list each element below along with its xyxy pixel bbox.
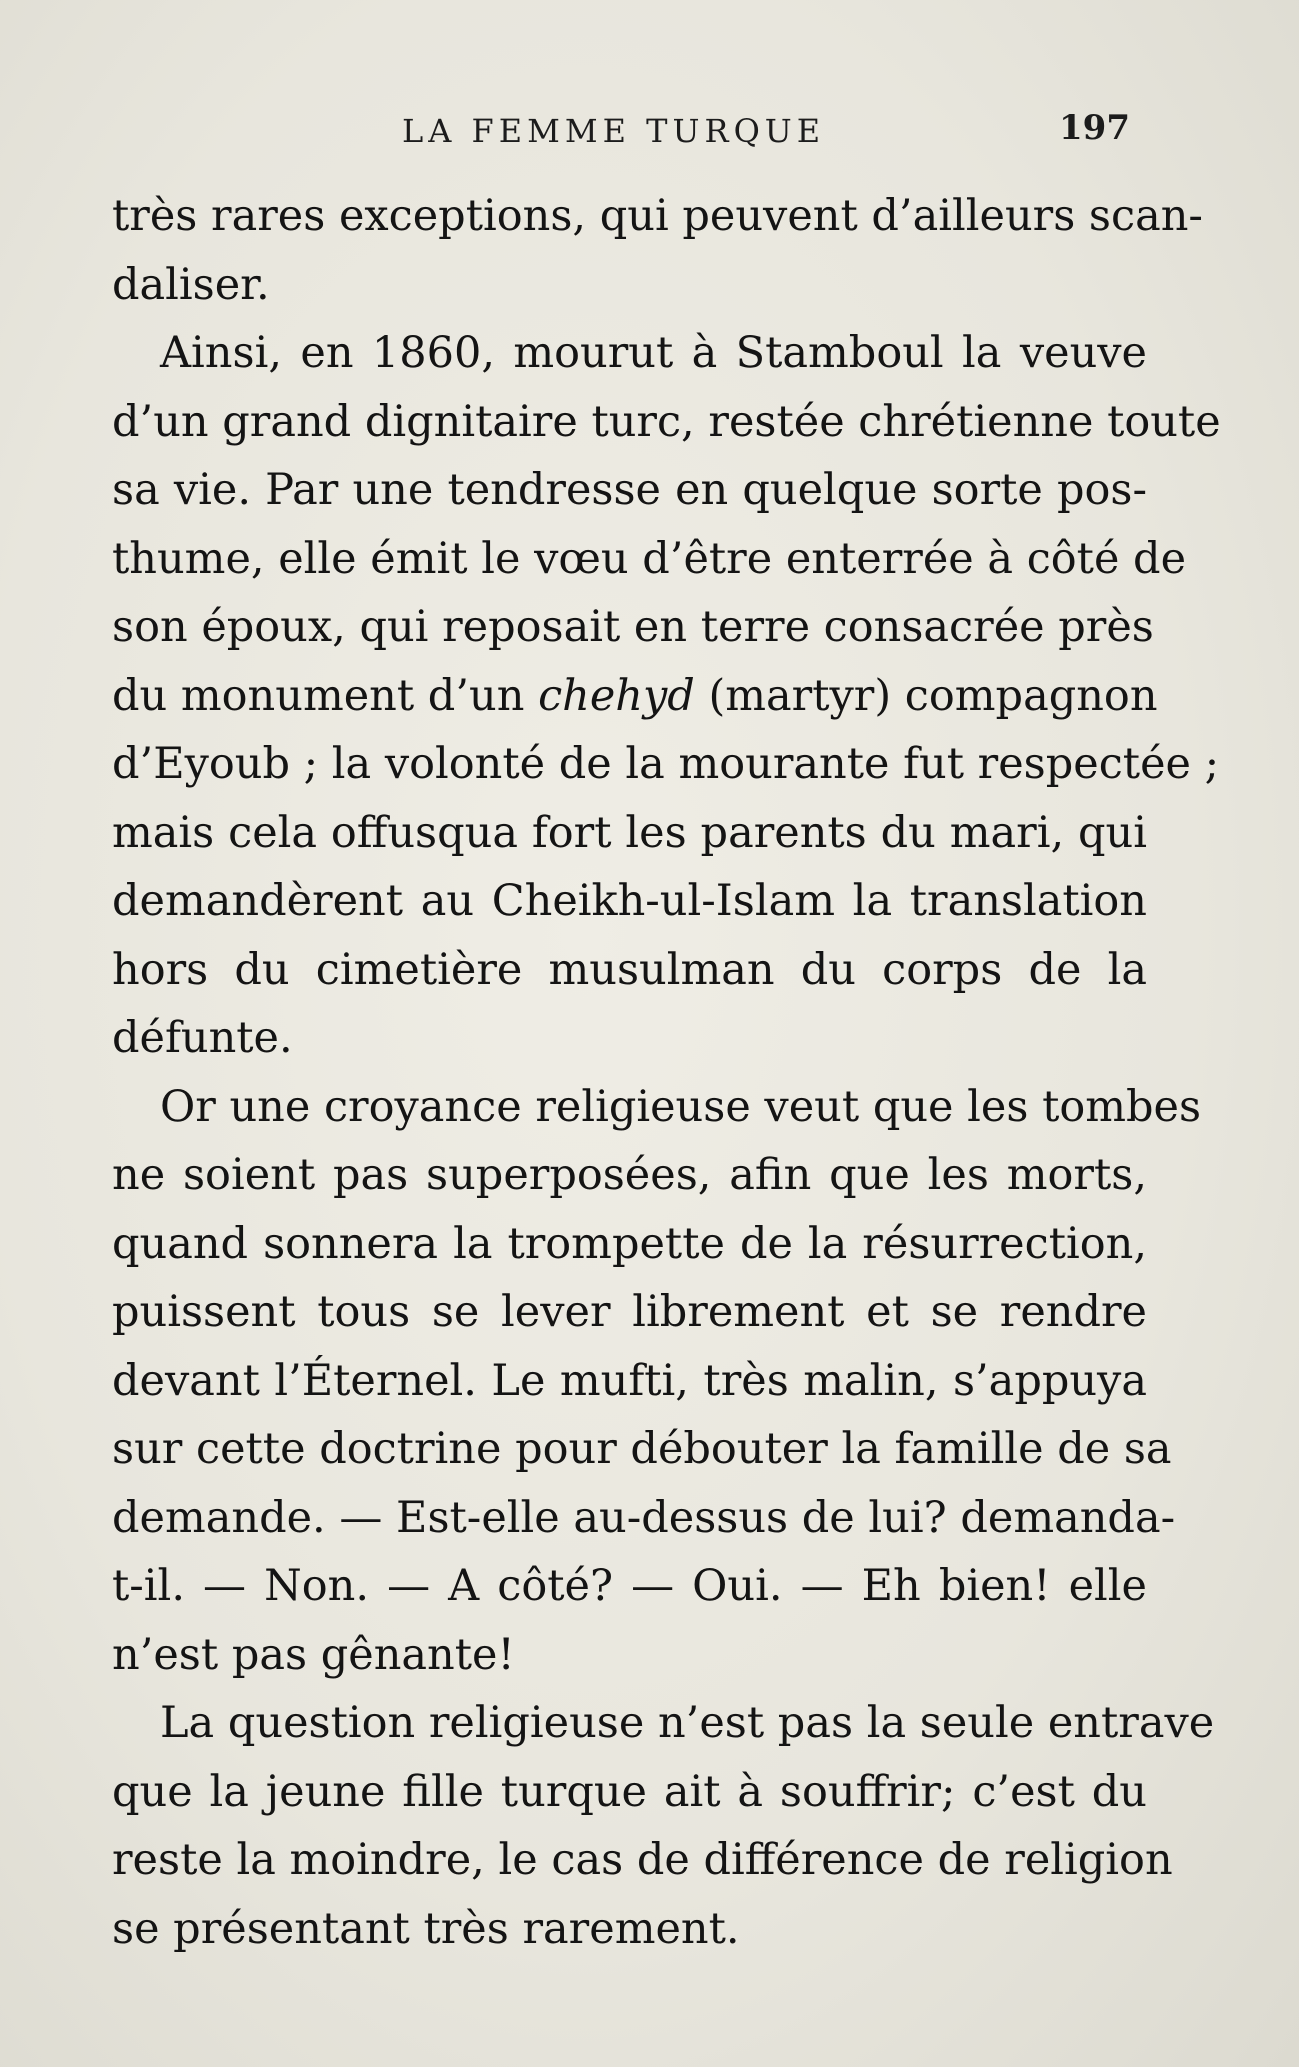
text-segment: du monument d’un bbox=[112, 670, 525, 721]
text-line: demandèrent au Cheikh-ul-Islam la translation bbox=[112, 876, 1147, 926]
text-line: d’Eyoub ; la volonté de la mourante fut respectée ; bbox=[112, 739, 1220, 789]
text-line: reste la moindre, le cas de différence de religion bbox=[112, 1835, 1173, 1885]
text-line: La question religieuse n’est pas la seule entrave bbox=[160, 1698, 1215, 1748]
text-line: daliser. bbox=[112, 259, 270, 310]
text-line: sur cette doctrine pour débouter la famille de sa bbox=[112, 1424, 1172, 1474]
text-line: Or une croyance religieuse veut que les tombes bbox=[160, 1081, 1202, 1132]
text-line: devant l’Éternel. Le mufti, très malin, s’appuya bbox=[112, 1355, 1147, 1406]
text-segment: (martyr) compagnon bbox=[708, 670, 1158, 721]
text-line: que la jeune fille turque ait à souffrir; c’est du bbox=[112, 1766, 1147, 1817]
text-line: sa vie. Par une tendresse en quelque sorte pos- bbox=[112, 465, 1147, 515]
text-line: très rares exceptions, qui peuvent d’ailleurs scan- bbox=[112, 191, 1203, 241]
paragraph bbox=[112, 1689, 1215, 1963]
page-header bbox=[112, 108, 1142, 158]
paragraph bbox=[112, 182, 1203, 319]
body-text bbox=[112, 182, 1221, 1963]
text-line: son époux, qui reposait en terre consacrée près bbox=[112, 602, 1154, 652]
text-line: mais cela offusqua fort les parents du mari, qui bbox=[112, 807, 1147, 858]
text-line: défunte. bbox=[112, 1013, 293, 1063]
text-line: quand sonnera la trompette de la résurrection, bbox=[112, 1218, 1147, 1269]
italic-term: chehyd bbox=[538, 670, 695, 721]
page-number: 197 bbox=[1059, 108, 1130, 148]
text-line: n’est pas gênante! bbox=[112, 1629, 515, 1680]
text-line: ne soient pas superposées, afin que les morts, bbox=[112, 1150, 1147, 1200]
text-line: thume, elle émit le vœu d’être enterrée à côté de bbox=[112, 533, 1187, 584]
text-line: hors du cimetière musulman du corps de la bbox=[112, 944, 1147, 995]
paragraph bbox=[112, 1073, 1202, 1690]
text-line: demande. — Est-elle au-dessus de lui? demanda- bbox=[112, 1492, 1176, 1543]
running-title: LA FEMME TURQUE bbox=[402, 112, 826, 150]
text-line: puissent tous se lever librement et se rendre bbox=[112, 1287, 1147, 1337]
text-line: d’un grand dignitaire turc, restée chrétienne toute bbox=[112, 396, 1221, 447]
text-line: se présentant très rarement. bbox=[112, 1903, 740, 1954]
text-line bbox=[112, 662, 1158, 731]
text-line: t-il. — Non. — A côté? — Oui. — Eh bien! elle bbox=[112, 1561, 1147, 1611]
text-line: Ainsi, en 1860, mourut à Stamboul la veuve bbox=[160, 328, 1147, 378]
paragraph bbox=[112, 319, 1221, 1073]
